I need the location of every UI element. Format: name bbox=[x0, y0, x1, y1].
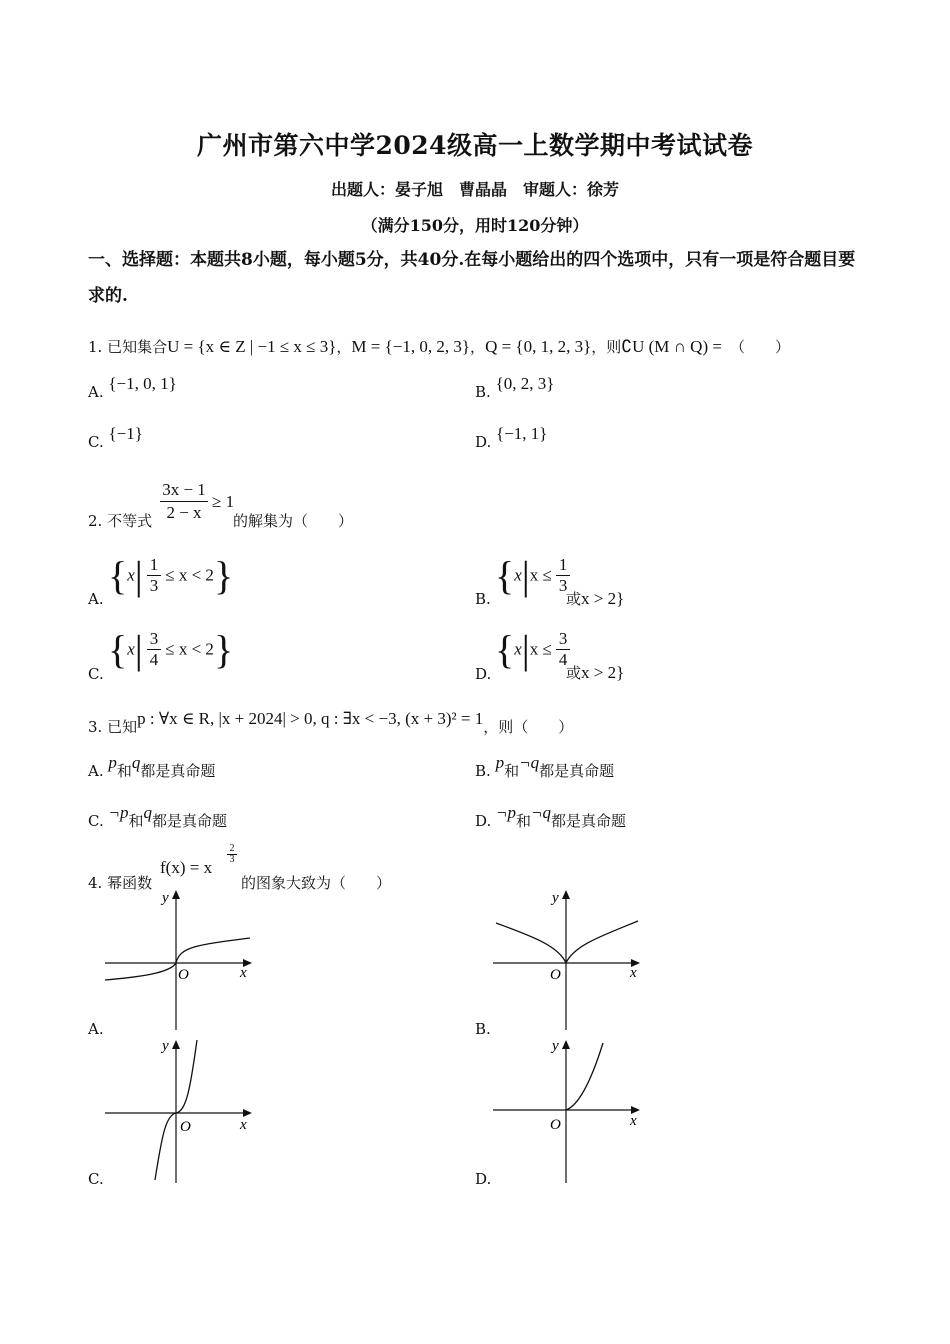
y-label: y bbox=[162, 890, 169, 906]
frac-num: 3 bbox=[149, 629, 159, 648]
option-rest: x > 2} bbox=[581, 589, 625, 608]
q1-option-b[interactable] bbox=[475, 374, 555, 402]
q3-option-d[interactable] bbox=[475, 803, 627, 831]
x-label: x bbox=[630, 965, 637, 981]
q1-option-a[interactable] bbox=[88, 374, 177, 402]
opt-rest: 都是真命题 bbox=[140, 762, 216, 780]
option-text: {−1} bbox=[108, 424, 143, 443]
frac-den: 3 bbox=[558, 576, 568, 595]
opt-q: ¬q bbox=[519, 753, 540, 772]
q4-graph-b bbox=[488, 885, 648, 1035]
x-axis-arrow bbox=[243, 1109, 252, 1117]
option-label: C. bbox=[88, 812, 104, 830]
option-label: B. bbox=[475, 383, 491, 401]
q2-option-d-or bbox=[566, 662, 624, 683]
x-label: x bbox=[630, 1113, 637, 1129]
q4-prefix: 4. 幂函数 bbox=[88, 874, 153, 892]
q4-suffix: 的图象大致为（ ） bbox=[241, 874, 392, 892]
q3-option-b[interactable] bbox=[475, 753, 615, 781]
q2-option-b-or bbox=[566, 588, 624, 609]
frac-num: 1 bbox=[558, 555, 568, 574]
opt-q: q bbox=[143, 803, 152, 822]
frac-num: 3 bbox=[558, 629, 568, 648]
exp-num: 2 bbox=[229, 843, 235, 854]
option-rest: ≤ x < 2 bbox=[165, 565, 214, 585]
q4-graph-a bbox=[100, 885, 260, 1035]
option-label: A. bbox=[88, 590, 104, 608]
option-label: D. bbox=[475, 433, 492, 451]
q1-sep3: ，则 bbox=[591, 338, 622, 356]
option-text: {−1, 1} bbox=[496, 424, 548, 443]
option-label: D. bbox=[475, 812, 492, 830]
q1-expression: ∁U (M ∩ Q) = bbox=[621, 337, 722, 356]
q2-suffix: 的解集为（ ） bbox=[233, 512, 354, 530]
option-text: {0, 2, 3} bbox=[495, 374, 555, 393]
q4-graph-d bbox=[488, 1035, 648, 1185]
origin-label: O bbox=[180, 1119, 191, 1135]
x-label: x bbox=[240, 1117, 247, 1133]
opt-rest: 都是真命题 bbox=[551, 812, 627, 830]
opt-and: 和 bbox=[516, 812, 532, 830]
score-info: （满分150分，用时120分钟） bbox=[361, 216, 589, 235]
frac-num: 1 bbox=[149, 555, 159, 574]
opt-and: 和 bbox=[116, 762, 132, 780]
q4-func-text: f(x) = x bbox=[160, 858, 213, 877]
section-heading: 一、选择题：本题共8小题，每小题5分，共40分.在每小题给出的四个选项中，只有一项是符合题目要求的. bbox=[88, 250, 856, 306]
option-rest: ≤ x < 2 bbox=[165, 639, 214, 659]
q3-option-c[interactable] bbox=[88, 803, 228, 831]
opt-q: ¬q bbox=[531, 803, 552, 822]
frac-den: 3 bbox=[149, 576, 159, 595]
y-label: y bbox=[552, 890, 559, 906]
q1-set-q: Q = {0, 1, 2, 3} bbox=[485, 337, 592, 356]
frac-den: 4 bbox=[558, 650, 568, 669]
or-text: 或 bbox=[566, 664, 582, 682]
q1-sep2: ， bbox=[470, 338, 486, 356]
q2-relation: ≥ 1 bbox=[212, 492, 235, 511]
or-text: 或 bbox=[566, 590, 582, 608]
opt-p: p bbox=[495, 753, 505, 772]
origin-label: O bbox=[550, 967, 561, 983]
q2-denominator: 2 − x bbox=[166, 503, 202, 522]
opt-rest: 都是真命题 bbox=[152, 812, 228, 830]
q1-option-d[interactable] bbox=[475, 424, 548, 452]
q2-option-a-expr: {x| $\frac{1}{3}$ ≤ x < 2} bbox=[108, 553, 234, 598]
q3-suffix: ，则（ ） bbox=[483, 718, 574, 736]
option-label: A. bbox=[88, 762, 104, 780]
q4-option-c[interactable] bbox=[88, 1170, 104, 1188]
q1-prefix: 1. 已知集合 bbox=[88, 338, 168, 356]
opt-rest: 都是真命题 bbox=[539, 762, 615, 780]
opt-p: ¬p bbox=[496, 803, 517, 822]
frac-den: 4 bbox=[149, 650, 159, 669]
q4-graph-c bbox=[100, 1035, 260, 1185]
question-1 bbox=[88, 336, 790, 357]
option-label: A. bbox=[88, 1020, 104, 1038]
q3-option-a[interactable] bbox=[88, 753, 216, 781]
origin-label: O bbox=[178, 967, 189, 983]
option-label: A. bbox=[88, 383, 104, 401]
y-label: y bbox=[552, 1038, 559, 1054]
exp-den: 3 bbox=[229, 854, 235, 865]
q2-option-b[interactable] bbox=[475, 590, 491, 608]
q4-exponent bbox=[227, 844, 237, 865]
curve bbox=[496, 921, 638, 963]
option-label: B. bbox=[475, 762, 491, 780]
q1-option-c[interactable] bbox=[88, 424, 143, 452]
option-label: B. bbox=[475, 1020, 491, 1038]
q4-function bbox=[160, 858, 212, 878]
y-axis-arrow bbox=[562, 1040, 570, 1049]
q2-option-a[interactable] bbox=[88, 590, 104, 608]
q2-numerator: 3x − 1 bbox=[162, 480, 206, 499]
q2-fraction bbox=[160, 480, 208, 523]
q4-option-d[interactable] bbox=[475, 1170, 491, 1188]
opt-p: p bbox=[108, 753, 117, 772]
q1-sep1: ， bbox=[336, 338, 352, 356]
question-3 bbox=[88, 709, 574, 737]
opt-p: ¬p bbox=[108, 803, 129, 822]
option-label: C. bbox=[88, 433, 104, 451]
opt-and: 和 bbox=[504, 762, 520, 780]
q1-set-m: M = {−1, 0, 2, 3} bbox=[351, 337, 471, 356]
option-text: {−1, 0, 1} bbox=[108, 374, 177, 393]
curve bbox=[566, 1043, 603, 1110]
x-label: x bbox=[240, 965, 247, 981]
page-title: 广州市第六中学2024级高一上数学期中考试试卷 bbox=[196, 131, 754, 160]
option-rest: x > 2} bbox=[581, 663, 625, 682]
q2-option-c[interactable] bbox=[88, 665, 104, 683]
q2-option-c-expr: {x| $\frac{3}{4}$ ≤ x < 2} bbox=[108, 627, 234, 672]
opt-and: 和 bbox=[128, 812, 144, 830]
q1-answer-paren: （ ） bbox=[729, 338, 790, 356]
opt-q: q bbox=[131, 753, 141, 772]
option-label: B. bbox=[475, 590, 491, 608]
q2-option-b-expr: {x|x ≤ $\frac{1}{3}$ bbox=[495, 552, 570, 599]
y-label: y bbox=[162, 1038, 169, 1054]
option-label: C. bbox=[88, 665, 104, 683]
q2-option-d-expr: {x|x ≤ $\frac{3}{4}$ bbox=[495, 626, 570, 673]
option-label: D. bbox=[475, 1170, 492, 1188]
authors-line: 出题人：晏子旭 曹晶晶 审题人：徐芳 bbox=[330, 180, 619, 199]
y-axis-arrow bbox=[562, 890, 570, 899]
option-pre: x ≤ bbox=[529, 565, 552, 585]
y-axis-arrow bbox=[172, 1040, 180, 1049]
q3-prefix: 3. 已知 bbox=[88, 718, 138, 736]
q1-set-u: U = {x ∈ Z | −1 ≤ x ≤ 3} bbox=[167, 337, 337, 356]
q2-option-d[interactable] bbox=[475, 665, 491, 683]
q2-prefix: 2. 不等式 bbox=[88, 512, 153, 530]
y-axis-arrow bbox=[172, 890, 180, 899]
origin-label: O bbox=[550, 1117, 561, 1133]
option-label: C. bbox=[88, 1170, 104, 1188]
option-pre: x ≤ bbox=[529, 639, 552, 659]
q3-expression: p : ∀x ∈ R, |x + 2024| > 0, q : ∃x < −3, (x + 3)² = 1 bbox=[137, 709, 484, 728]
option-label: D. bbox=[475, 665, 492, 683]
